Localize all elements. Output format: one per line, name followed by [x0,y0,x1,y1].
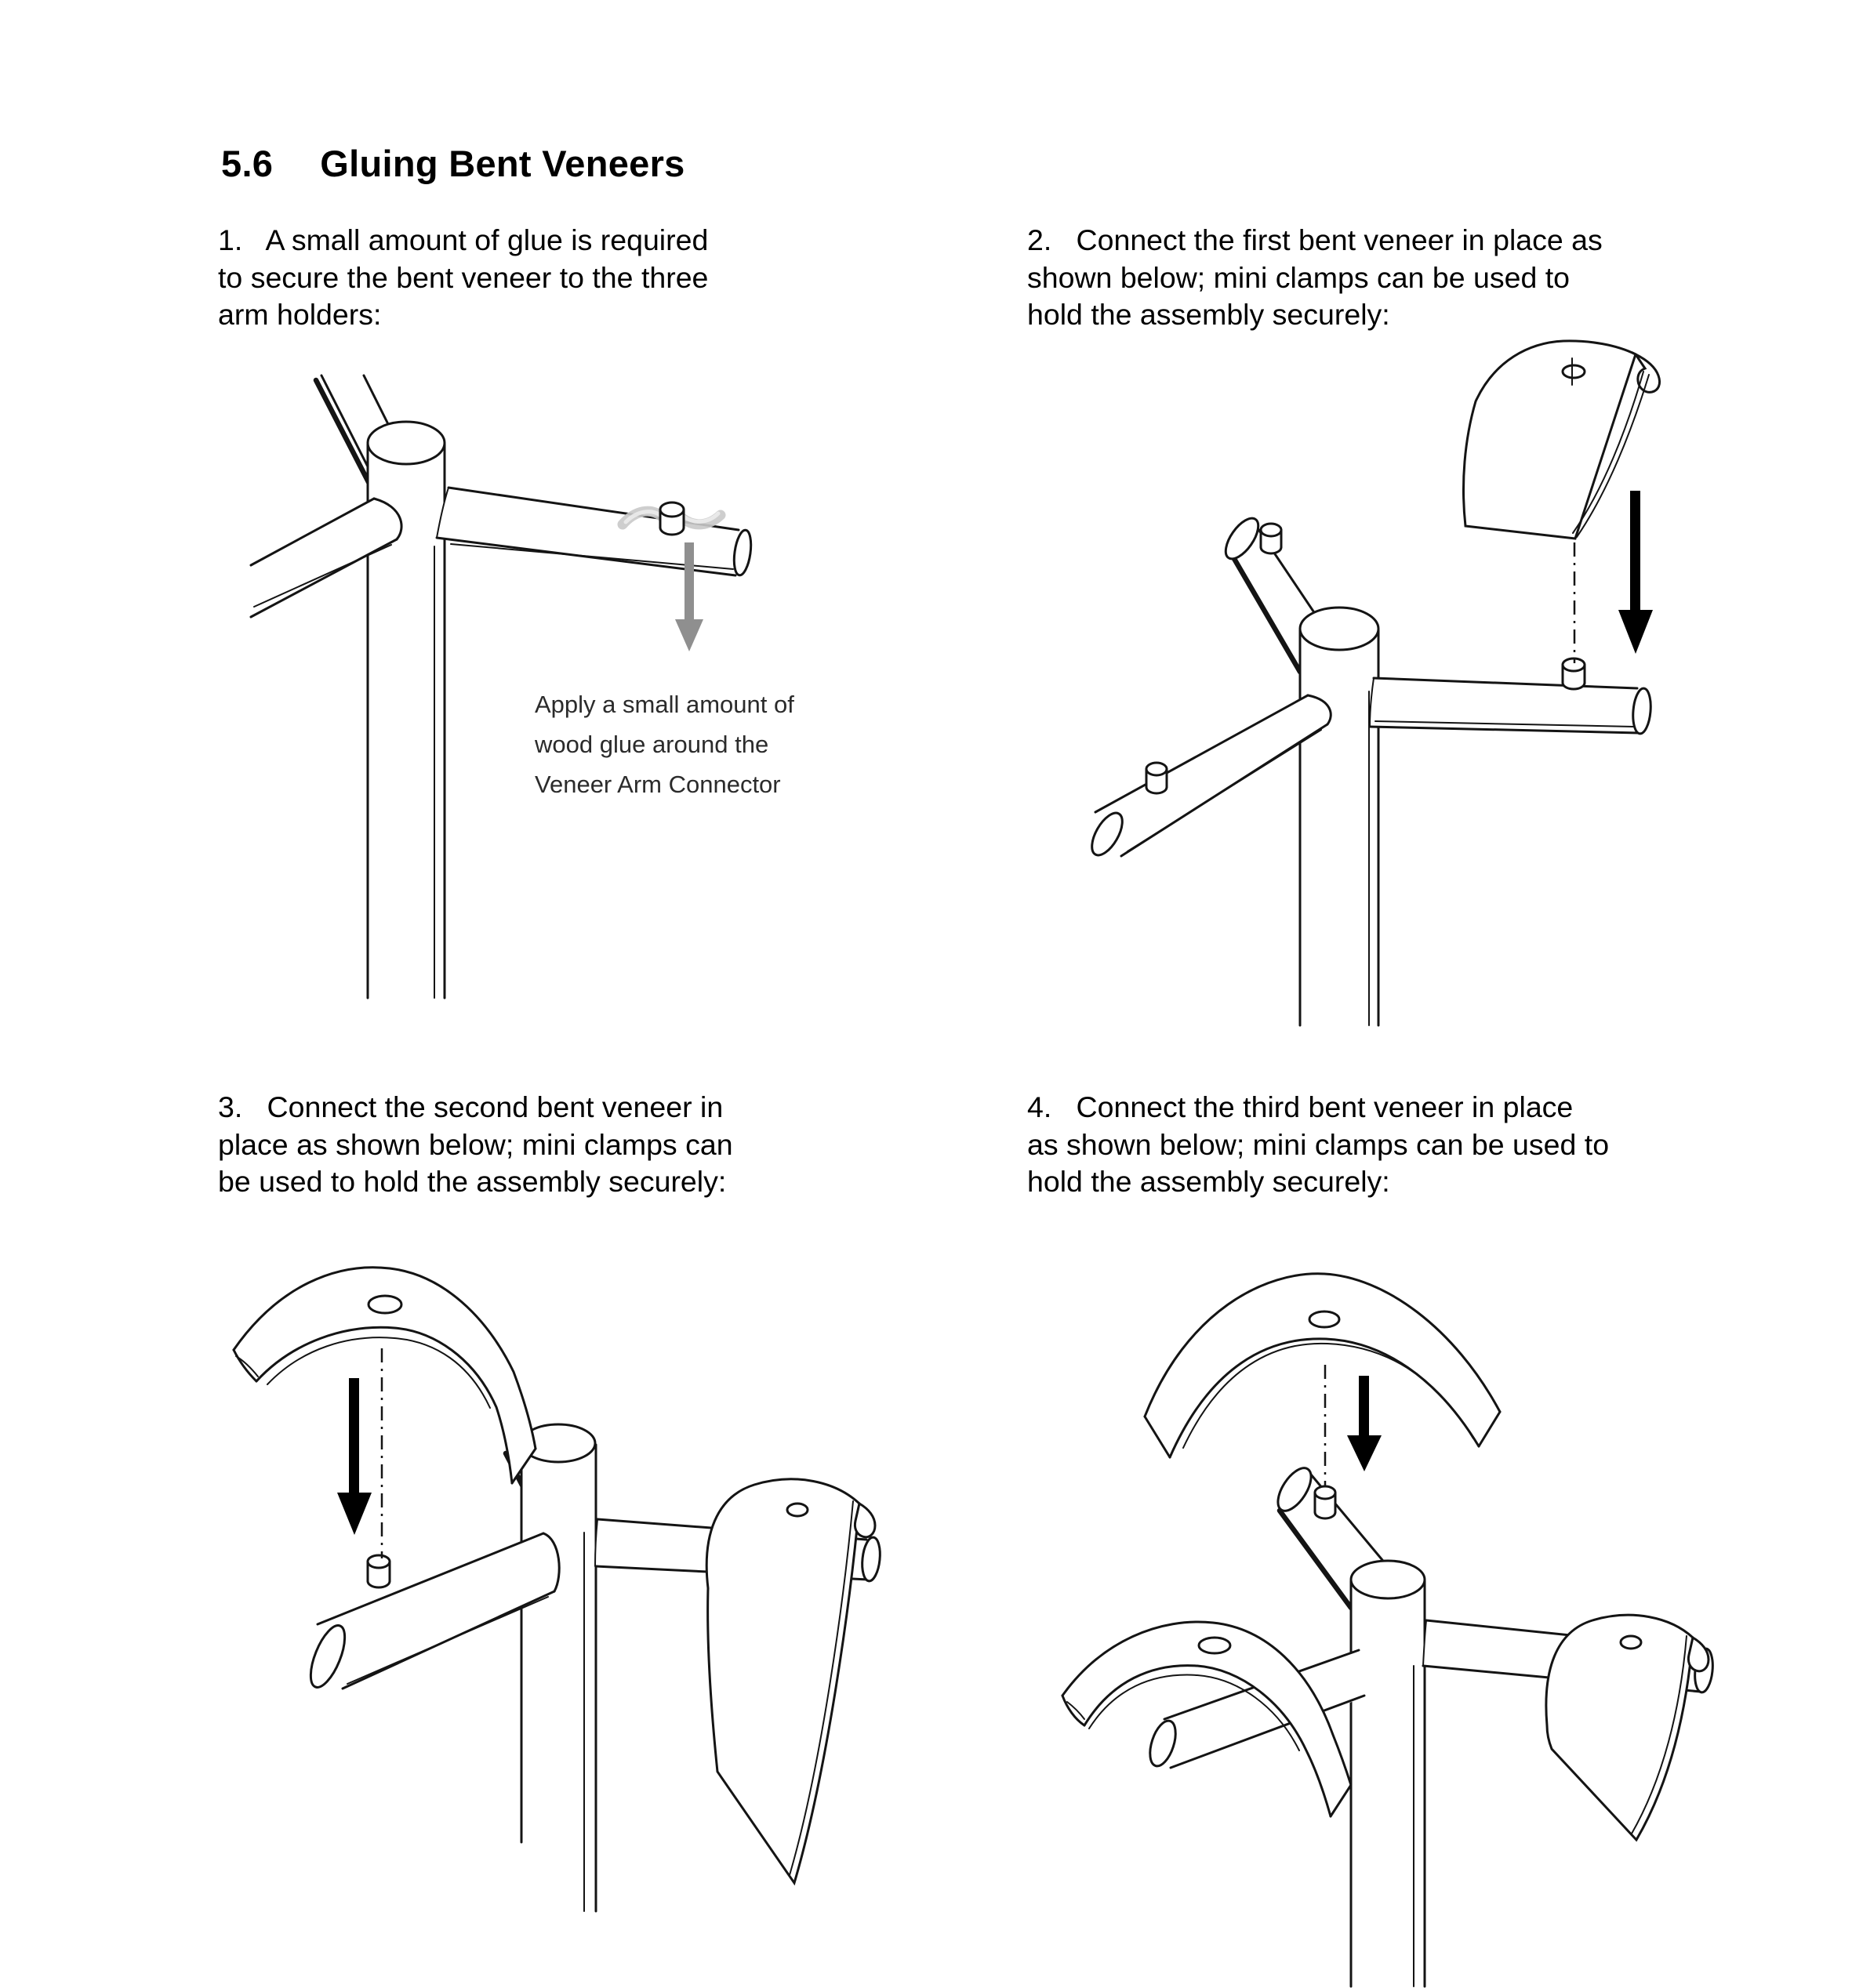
step-1-line-3: arm holders: [218,298,382,331]
step-3-line-1: 3. Connect the second bent veneer in [218,1090,724,1123]
page-title [221,142,685,185]
step-3-line-2: place as shown below; mini clamps can [218,1127,733,1161]
section-number: 5.6 [221,143,274,185]
step-4-line-2: as shown below; mini clamps can be used to [1027,1127,1610,1161]
figure-step-4-diagram [1008,1227,1799,1988]
step-3-text [218,1089,733,1201]
down-arrow-icon [1347,1376,1382,1471]
section-title: Gluing Bent Veneers [320,143,685,185]
step-4-text [1027,1089,1609,1201]
step-1-text [218,222,708,334]
step-2-line-art [1059,337,1764,1027]
step-2-line-2: shown below; mini clamps can be used to [1027,260,1571,294]
figure-step-3-diagram [200,1223,937,1968]
step-2-line-1: 2. Connect the first bent veneer in place as [1027,223,1603,256]
step-3-line-3: be used to hold the assembly securely: [218,1165,727,1198]
veneer-arm-connector-peg [1146,763,1167,794]
glue-annotation-line-2: wood glue around the [535,731,769,758]
down-arrow-icon [337,1378,372,1535]
step-1-line-2: to secure the bent veneer to the three [218,260,709,294]
pole [1351,1561,1425,1986]
lower-left-arm [1086,695,1331,860]
right-arm [1369,658,1652,735]
pole [1300,608,1378,1025]
glue-annotation [535,684,794,804]
down-arrow-icon [1618,491,1653,654]
step-1-line-1: 1. A small amount of glue is required [218,223,709,256]
attached-veneer-right [706,1479,875,1883]
step-1-line-art [218,349,861,999]
veneer-arm-connector-peg [368,1555,390,1588]
step-4-line-art [1008,1227,1799,1988]
glue-annotation-line-3: Veneer Arm Connector [535,771,781,798]
right-arm [435,488,754,576]
attached-veneer-right [1546,1615,1709,1840]
step-2-line-3: hold the assembly securely: [1027,298,1390,331]
step-4-line-1: 4. Connect the third bent veneer in place [1027,1090,1574,1123]
veneer-arm-connector-peg [1261,524,1281,554]
step-4-line-3: hold the assembly securely: [1027,1165,1390,1198]
floating-bent-veneer [234,1268,536,1483]
step-2-text [1027,222,1603,334]
floating-bent-veneer [1145,1274,1500,1457]
step-3-line-art [200,1223,937,1968]
veneer-arm-connector-peg [660,502,684,535]
veneer-arm-connector-peg [1315,1486,1335,1519]
glue-annotation-line-1: Apply a small amount of [535,691,794,718]
figure-step-2-diagram [1059,337,1764,1027]
figure-step-1-diagram [218,349,861,999]
pole [521,1424,596,1913]
